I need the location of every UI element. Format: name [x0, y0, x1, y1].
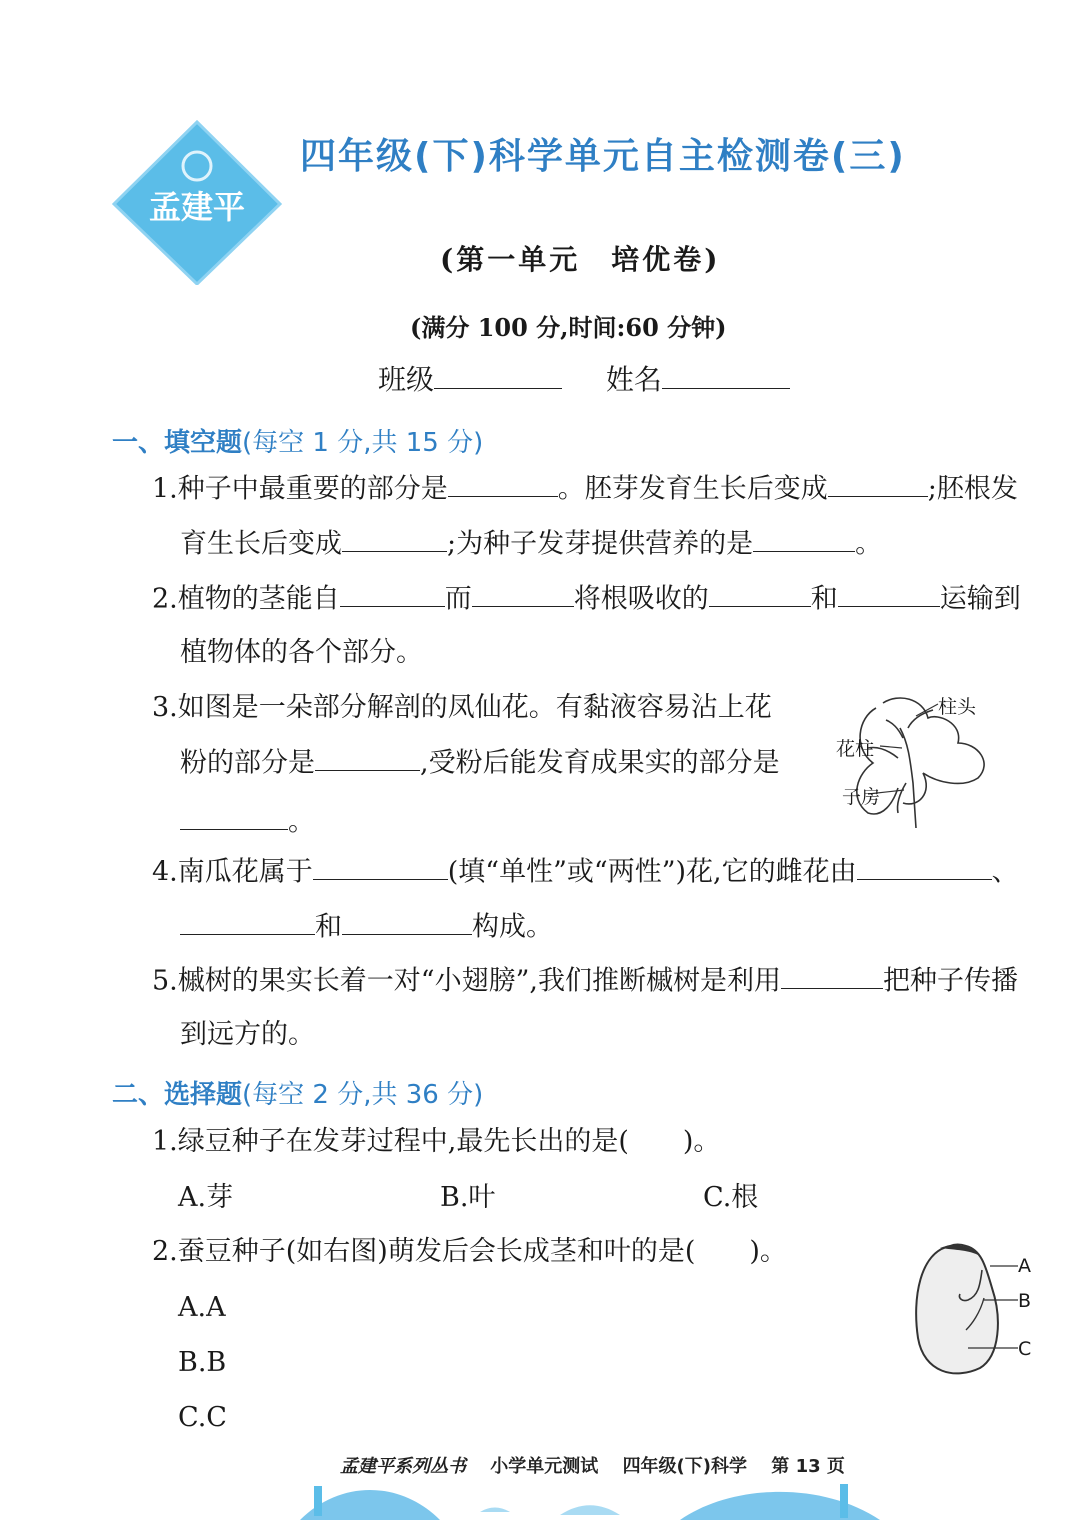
q-text: 和 [315, 911, 342, 943]
s1-q2-line2 [180, 637, 423, 669]
answer-blank[interactable] [753, 527, 855, 552]
answer-blank[interactable] [315, 746, 420, 771]
s1-q1-line2 [180, 527, 882, 561]
answer-blank[interactable] [828, 472, 928, 497]
footer-test: 小学单元测试 [490, 1456, 599, 1477]
label-style: 花柱 [836, 738, 875, 760]
q-text: 将根吸收的 [573, 583, 709, 615]
q-text: 构成。 [472, 911, 553, 943]
unit-subtitle: (第一单元 培优卷) [440, 243, 721, 276]
answer-blank[interactable] [838, 582, 940, 607]
q-number: 1. [152, 473, 178, 505]
footer-series: 孟建平系列丛书 [340, 1456, 466, 1477]
name-label: 姓名 [605, 363, 662, 396]
answer-blank[interactable] [857, 855, 992, 880]
broad-bean-seed-diagram [910, 1238, 1045, 1384]
page-footer [340, 1452, 863, 1478]
q-text: (填“单性”或“两性”)花,它的雌花由 [447, 856, 857, 888]
section1-heading [112, 422, 483, 459]
s1-q1-line1 [152, 472, 1018, 506]
label-stigma: 柱头 [938, 696, 977, 718]
q-text: 运输到 [939, 583, 1021, 615]
publisher-logo [112, 120, 282, 285]
q-text: 、 [991, 856, 1019, 888]
s2-q2-stem: 2.蚕豆种子(如右图)萌发后会长成茎和叶的是( )。 [152, 1236, 787, 1267]
q-text: 南瓜花属于 [177, 856, 313, 888]
answer-blank[interactable] [340, 582, 445, 607]
s2-q1-stem: 1.绿豆种子在发芽过程中,最先长出的是( )。 [152, 1126, 721, 1157]
q-number: 5. [152, 965, 178, 997]
q-number: 2. [152, 583, 178, 615]
s2-q2-option-a[interactable]: A.A [178, 1292, 226, 1323]
section1-title: 一、填空题 [112, 428, 243, 458]
q-text: 和 [810, 583, 838, 615]
impatiens-flower-diagram [828, 688, 998, 836]
s2-q1-option-b[interactable]: B.叶 [440, 1182, 496, 1213]
class-name-row [378, 358, 790, 398]
class-label: 班级 [378, 363, 435, 396]
score-time: (满分 100 分,时间:60 分钟) [410, 313, 727, 342]
answer-blank[interactable] [781, 964, 883, 989]
answer-blank[interactable] [472, 582, 574, 607]
q-text: 把种子传播 [882, 965, 1018, 997]
q-text: 到远方的。 [180, 1019, 315, 1050]
label-b: B [1018, 1290, 1032, 1312]
page-title: 四年级(下)科学单元自主检测卷(三) [300, 136, 906, 177]
label-c: C [1018, 1338, 1032, 1360]
s1-q5-line1 [152, 964, 1018, 998]
q-text: 而 [444, 583, 472, 615]
section1-points: (每空 1 分,共 15 分) [242, 428, 484, 458]
class-field[interactable] [434, 363, 562, 389]
q-text: 种子中最重要的部分是 [177, 473, 448, 505]
label-ovary: 子房 [842, 786, 881, 808]
label-a: A [1018, 1255, 1031, 1277]
section2-points: (每空 2 分,共 36 分) [242, 1080, 484, 1110]
section2-title: 二、选择题 [112, 1080, 243, 1110]
q-number: 3. [152, 692, 178, 723]
answer-blank[interactable] [313, 855, 448, 880]
q-text: ;胚根发 [927, 473, 1018, 505]
answer-blank[interactable] [180, 805, 288, 830]
answer-blank[interactable] [709, 582, 811, 607]
s2-q1-option-a[interactable]: A.芽 [178, 1182, 234, 1213]
q-text: 如图是一朵部分解剖的凤仙花。有黏液容易沾上花 [177, 692, 772, 723]
q-text: 粉的部分是 [180, 747, 315, 779]
answer-blank[interactable] [342, 910, 472, 935]
s1-q3-line1 [152, 692, 772, 724]
name-field[interactable] [662, 363, 790, 389]
s2-q2-option-c[interactable]: C.C [178, 1402, 227, 1433]
s1-q4-line1 [152, 855, 1019, 889]
s1-q5-line2 [180, 1019, 315, 1051]
s1-q2-line1 [152, 582, 1021, 616]
q-number: 4. [152, 856, 178, 888]
section2-heading [112, 1074, 483, 1111]
s1-q4-line2 [180, 910, 553, 944]
q-text: 植物的茎能自 [177, 583, 340, 615]
s2-q2-option-b[interactable]: B.B [178, 1347, 227, 1378]
q-text: ;为种子发芽提供营养的是 [447, 528, 754, 560]
q-text: 。胚芽发育生长后变成 [557, 473, 828, 505]
q-text: 育生长后变成 [180, 528, 342, 560]
q-text: 。 [855, 528, 883, 560]
answer-blank[interactable] [448, 472, 558, 497]
answer-blank[interactable] [180, 910, 315, 935]
q-text: ,受粉后能发育成果实的部分是 [420, 747, 780, 779]
footer-page: 第 13 页 [771, 1456, 845, 1477]
s1-q3-line3 [180, 805, 315, 839]
q-text: 槭树的果实长着一对“小翅膀”,我们推断槭树是利用 [177, 965, 781, 997]
answer-blank[interactable] [342, 527, 447, 552]
q-text: 植物体的各个部分。 [180, 637, 423, 668]
logo-text: 孟建平 [148, 188, 246, 226]
q-text: 。 [288, 806, 315, 838]
s1-q3-line2 [180, 746, 780, 780]
s2-q1-option-c[interactable]: C.根 [703, 1182, 759, 1213]
footer-grade: 四年级(下)科学 [622, 1456, 748, 1477]
